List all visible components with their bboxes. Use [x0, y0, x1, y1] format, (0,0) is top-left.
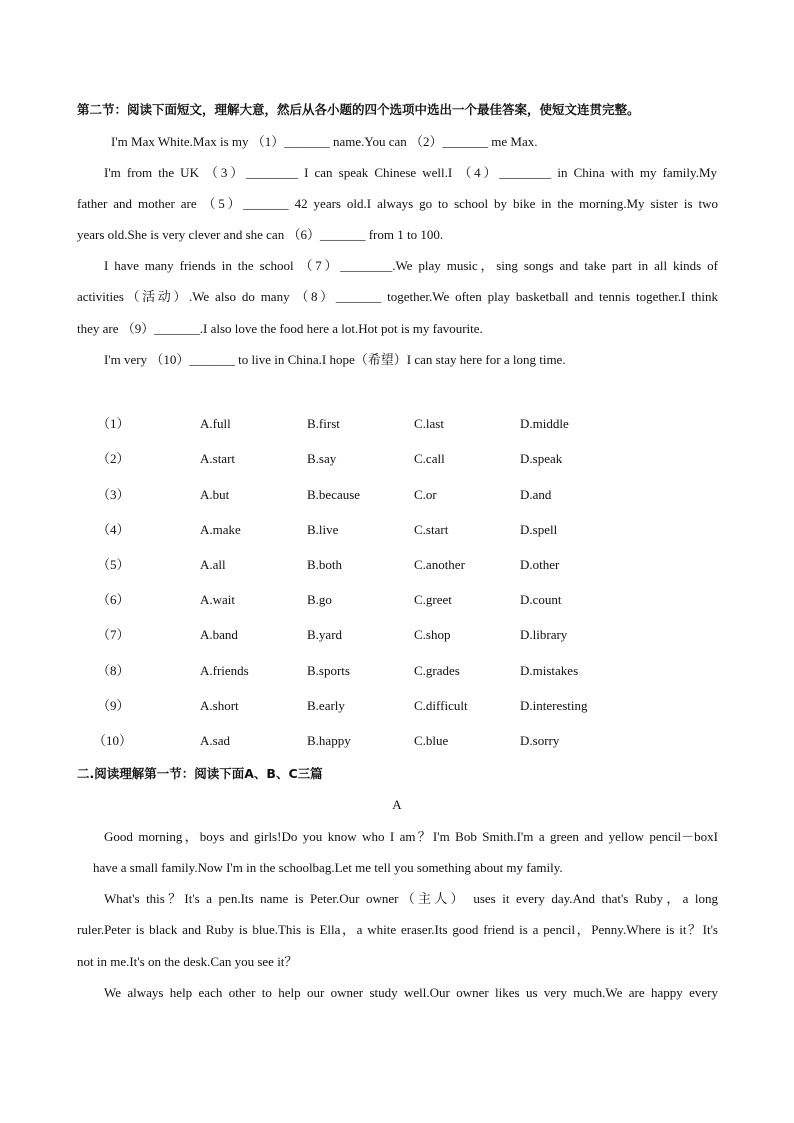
passage-line-3: father and mother are （5）_______ 42 years old.I always go to school by bike in the morning.My sister is two [77, 196, 718, 211]
option-b[interactable]: B.because [307, 487, 361, 502]
passage-title: A [392, 797, 402, 812]
question-number: （7） [97, 627, 130, 642]
option-a[interactable]: A.short [200, 698, 239, 713]
passage-line-6: activities（活动）.We also do many （8）_______ together.We often play basketball and tennis together.I think [77, 289, 718, 304]
reading-line-4: ruler.Peter is black and Ruby is blue.This is Ella，a white eraser.Its good friend is a pencil，Penny.Where is it？It's [77, 922, 718, 937]
option-d[interactable]: D.mistakes [520, 663, 579, 678]
option-c[interactable]: C.greet [414, 592, 452, 607]
question-number: （1） [97, 416, 130, 431]
question-number: （8） [97, 663, 130, 678]
option-row [0, 592, 794, 608]
option-b[interactable]: B.go [307, 592, 332, 607]
option-a[interactable]: A.band [200, 627, 238, 642]
option-d[interactable]: D.speak [520, 451, 563, 466]
option-a[interactable]: A.all [200, 557, 226, 572]
option-b[interactable]: B.both [307, 557, 343, 572]
option-b[interactable]: B.yard [307, 627, 343, 642]
passage-line-4: years old.She is very clever and she can （6）_______ from 1 to 100. [77, 227, 444, 242]
reading-line-2: have a small family.Now I'm in the schoolbag.Let me tell you something about my family. [93, 860, 563, 875]
passage-line-2: I'm from the UK （3）________ I can speak Chinese well.I （4）________ in China with my family.My [104, 165, 717, 180]
option-c[interactable]: C.blue [414, 733, 449, 748]
option-d[interactable]: D.spell [520, 522, 558, 537]
option-a[interactable]: A.make [200, 522, 241, 537]
option-row [0, 522, 794, 538]
option-row [0, 487, 794, 503]
reading-line-6: We always help each other to help our owner study well.Our owner likes us very much.We are happy every [104, 985, 718, 1000]
question-number: （4） [97, 522, 130, 537]
option-row [0, 627, 794, 643]
option-d[interactable]: D.other [520, 557, 560, 572]
option-a[interactable]: A.full [200, 416, 231, 431]
question-number: （6） [97, 592, 130, 607]
option-a[interactable]: A.but [200, 487, 230, 502]
option-c[interactable]: C.or [414, 487, 437, 502]
option-row [0, 416, 794, 432]
option-a[interactable]: A.friends [200, 663, 249, 678]
option-c[interactable]: C.call [414, 451, 445, 466]
passage-line-1: I'm Max White.Max is my （1）_______ name.You can （2）_______ me Max. [111, 134, 538, 149]
reading-line-3: What's this？It's a pen.Its name is Peter.Our owner（主人） uses it every day.And that's Ruby，a long [104, 891, 718, 906]
option-b[interactable]: B.sports [307, 663, 350, 678]
option-d[interactable]: D.middle [520, 416, 569, 431]
option-d[interactable]: D.sorry [520, 733, 560, 748]
reading-heading: 二.阅读理解第一节：阅读下面A、B、C三篇 [77, 766, 323, 781]
option-d[interactable]: D.interesting [520, 698, 588, 713]
question-number: （3） [97, 487, 130, 502]
option-row [0, 698, 794, 714]
option-d[interactable]: D.and [520, 487, 552, 502]
option-b[interactable]: B.happy [307, 733, 351, 748]
passage-line-8: I'm very （10）_______ to live in China.I hope（希望）I can stay here for a long time. [104, 352, 566, 367]
option-d[interactable]: D.library [520, 627, 568, 642]
option-c[interactable]: C.last [414, 416, 444, 431]
option-d[interactable]: D.count [520, 592, 562, 607]
option-c[interactable]: C.grades [414, 663, 460, 678]
section-heading: 第二节：阅读下面短文，理解大意，然后从各小题的四个选项中选出一个最佳答案，使短文连贯完整。 [77, 102, 640, 117]
reading-line-5: not in me.It's on the desk.Can you see it？ [77, 954, 298, 969]
option-b[interactable]: B.first [307, 416, 340, 431]
option-a[interactable]: A.sad [200, 733, 230, 748]
option-row [0, 557, 794, 573]
option-c[interactable]: C.start [414, 522, 449, 537]
passage-line-7: they are （9）_______.I also love the food here a lot.Hot pot is my favourite. [77, 321, 483, 336]
option-a[interactable]: A.wait [200, 592, 236, 607]
option-c[interactable]: C.shop [414, 627, 451, 642]
option-row [0, 663, 794, 679]
option-c[interactable]: C.another [414, 557, 465, 572]
question-number: （2） [97, 451, 130, 466]
option-a[interactable]: A.start [200, 451, 236, 466]
option-b[interactable]: B.live [307, 522, 339, 537]
option-b[interactable]: B.early [307, 698, 345, 713]
option-c[interactable]: C.difficult [414, 698, 468, 713]
passage-line-5: I have many friends in the school （7）________.We play music，sing songs and take part in all kinds of [104, 258, 718, 273]
option-row [0, 451, 794, 467]
reading-line-1: Good morning，boys and girls!Do you know who I am？I'm Bob Smith.I'm a green and yellow pencil－boxI [104, 829, 718, 844]
question-number: （5） [97, 557, 130, 572]
question-number: （9） [97, 698, 130, 713]
option-row [0, 733, 794, 749]
question-number: （10） [93, 733, 133, 748]
option-b[interactable]: B.say [307, 451, 337, 466]
